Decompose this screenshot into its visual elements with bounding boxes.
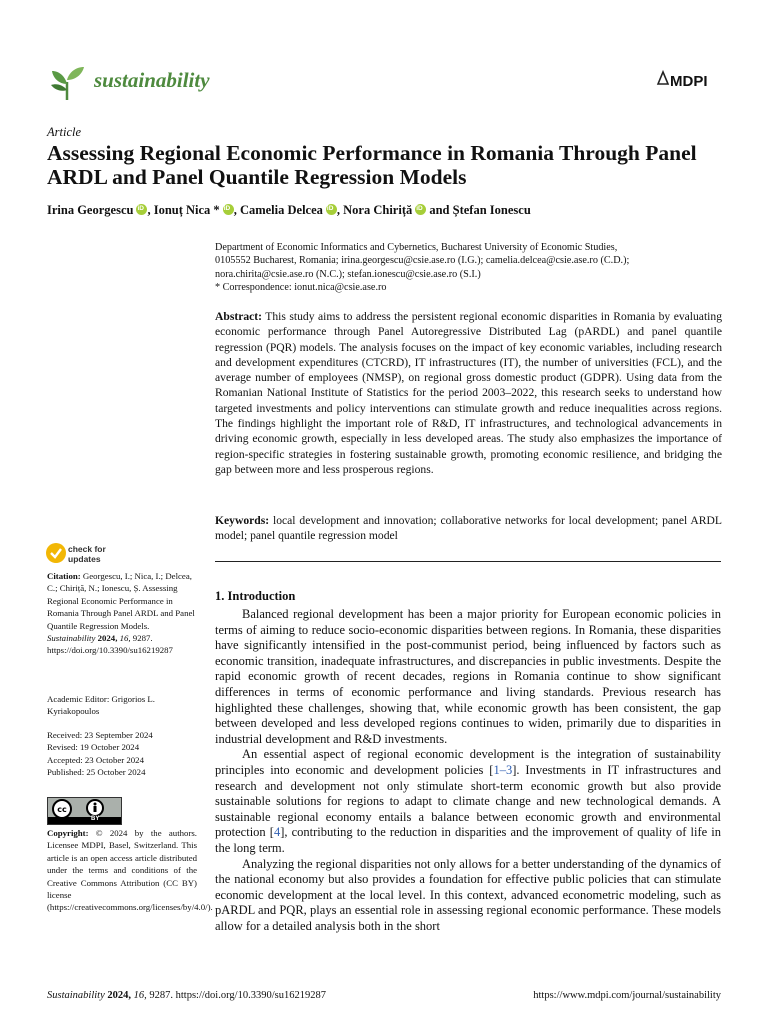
correspondence-line: * Correspondence: ionut.nica@csie.ase.ro [215, 281, 387, 293]
abstract-text: This study aims to address the persistent regional economic disparities in Romania by evaluating economic performance through Panel Autoregressive Distributed Lag (pARDL) and panel quantile regression (PQR) models. The analysis focuses on the impact of key economic variables, including research and development expenditures (CTCRD), IT infrastructures (IT), the number of universities (FCL), and the average number of employees (NMSP), on regional gross domestic product (GDPR). Using data from the Romanian National Institute of Statistics for the period 2003–2022, this research seeks to understand how targeted investments and policy interventions can stimulate growth and reduce inequalities across regions. The findings highlight the important role of R&D, IT infrastructures, and technological advancements in driving economic growth, especially in less developed areas. The study also emphasizes the importance of region-specific strategies in fostering sustainable growth, promoting economic resilience, and bridging the gap between more and less prosperous regions. [215, 310, 722, 476]
author-name: Nora Chiriță [343, 203, 413, 217]
svg-text:cc: cc [57, 805, 67, 814]
cc-by-license-icon[interactable] [47, 797, 122, 825]
article-type: Article [47, 125, 82, 139]
copyright-block: Copyright: © 2024 by the authors. Licensee MDPI, Basel, Switzerland. This article is an open access article distributed under the terms and conditions of the Creative Commons Attribution (CC BY) license (https://creativecommons.org/licenses/by/4.0/). [47, 828, 213, 913]
author-list: Irina GeorgescuiD , Ionuț Nica *iD , Camelia DelceaiD , Nora ChirițăiD and Ștefan Ionescu [47, 203, 737, 218]
abstract-label: Abstract: [215, 310, 263, 323]
orcid-icon[interactable] [136, 204, 147, 215]
paper-title: Assessing Regional Economic Performance in Romania Through Panel ARDL and Panel Quantile Regression Models [47, 141, 697, 189]
history-dates: Received: 23 September 2024 Revised: 19 October 2024 Accepted: 23 October 2024 Published: 25 October 2024 [47, 730, 153, 778]
affiliation-line: Department of Economic Informatics and Cybernetics, Bucharest University of Economic Studies, [215, 242, 618, 253]
keywords [215, 513, 722, 544]
author-name: Ionuț Nica * [153, 203, 220, 217]
check-for-updates-icon[interactable] [45, 542, 67, 569]
introduction-body [215, 607, 721, 934]
paragraph: Balanced regional development has been a major priority for European economic policies in terms of aiming to reduce socio-economic disparities between regions. In Romania, these disparities have significantly intensified in the post-communist period, being influenced by factors such as economic transition, inadequate infrastructures, and discrepancies in public investments. Despite the rapid economic growth of recent decades, regions in Romania continue to show significant differences in terms of economic performance and living standards. Previous research has highlighted these challenges, showing that, while economic growth has been consistent, the gap between developed and less developed regions continues to widen, primarily due to disparities in industrial development and R&D investments. [215, 607, 721, 746]
keywords-label: Keywords: [215, 514, 270, 527]
affiliation-line: nora.chirita@csie.ase.ro (N.C.); stefan.ionescu@csie.ase.ro (S.I.) [215, 268, 481, 280]
author-name: Irina Georgescu [47, 203, 134, 217]
affiliation-block [215, 241, 725, 294]
keywords-text: local development and innovation; collaborative networks for local development; panel ARDL model; panel quantile regression model [215, 514, 722, 543]
journal-url[interactable]: https://www.mdpi.com/journal/sustainability [533, 990, 721, 1001]
paragraph: An essential aspect of regional economic development is the integration of sustainability principles into economic and development policies [1–3]. Investments in IT infrastructures and research and development not only stimulate short-term economic growth but also provide sustainable solutions for regions to adapt to climate change and new technological demands. A sustainable regional economy entails a balance between economic growth and environmental protection [4], contributing to the reduction in disparities and the improvement of quality of life in the long term. [215, 747, 721, 855]
check-for-updates-label[interactable]: check for updates [68, 544, 106, 564]
abstract [215, 309, 722, 477]
divider [215, 561, 721, 562]
paragraph: Analyzing the regional disparities not only allows for a better understanding of the dynamics of the national economy but also provides a foundation for effective public policies that can stimulate economic development at the local level. In this context, advanced econometric modeling, such as pARDL and PQR, plays an essential role in assessing regional economic performance. These models allow for a detailed analysis both in the short [215, 856, 721, 933]
academic-editor: Academic Editor: Grigorios L. Kyriakopoulos [47, 694, 155, 717]
journal-name[interactable]: sustainability [94, 68, 210, 92]
orcid-icon[interactable] [326, 204, 337, 215]
citation-block: Citation: Georgescu, I.; Nica, I.; Delcea, C.; Chiriță, N.; Ionescu, Ș. Assessing Regional Economic Performance in Romania Through Panel ARDL and Panel Quantile Regression Models. Sustainability 2024, 16, 9287. https://doi.org/10.3390/su16219287 [47, 571, 195, 656]
citation-link[interactable]: 1–3 [493, 762, 513, 777]
citation-link[interactable]: 4 [273, 825, 281, 840]
cc-by-text: BY [91, 816, 100, 822]
publisher-name: MDPI [670, 73, 708, 90]
orcid-icon[interactable] [415, 204, 426, 215]
section-heading: 1. Introduction [215, 589, 296, 603]
author-name: Ștefan Ionescu [452, 203, 531, 217]
journal-logo-icon [47, 62, 87, 107]
orcid-icon[interactable] [223, 204, 234, 215]
author-name: Camelia Delcea [239, 203, 323, 217]
affiliation-line: 0105552 Bucharest, Romania; irina.georgescu@csie.ase.ro (I.G.); camelia.delcea@csie.ase.ro (C.D.); [215, 255, 630, 267]
footer-citation: Sustainability 2024, 16, 9287. https://doi.org/10.3390/su16219287 [47, 990, 326, 1001]
